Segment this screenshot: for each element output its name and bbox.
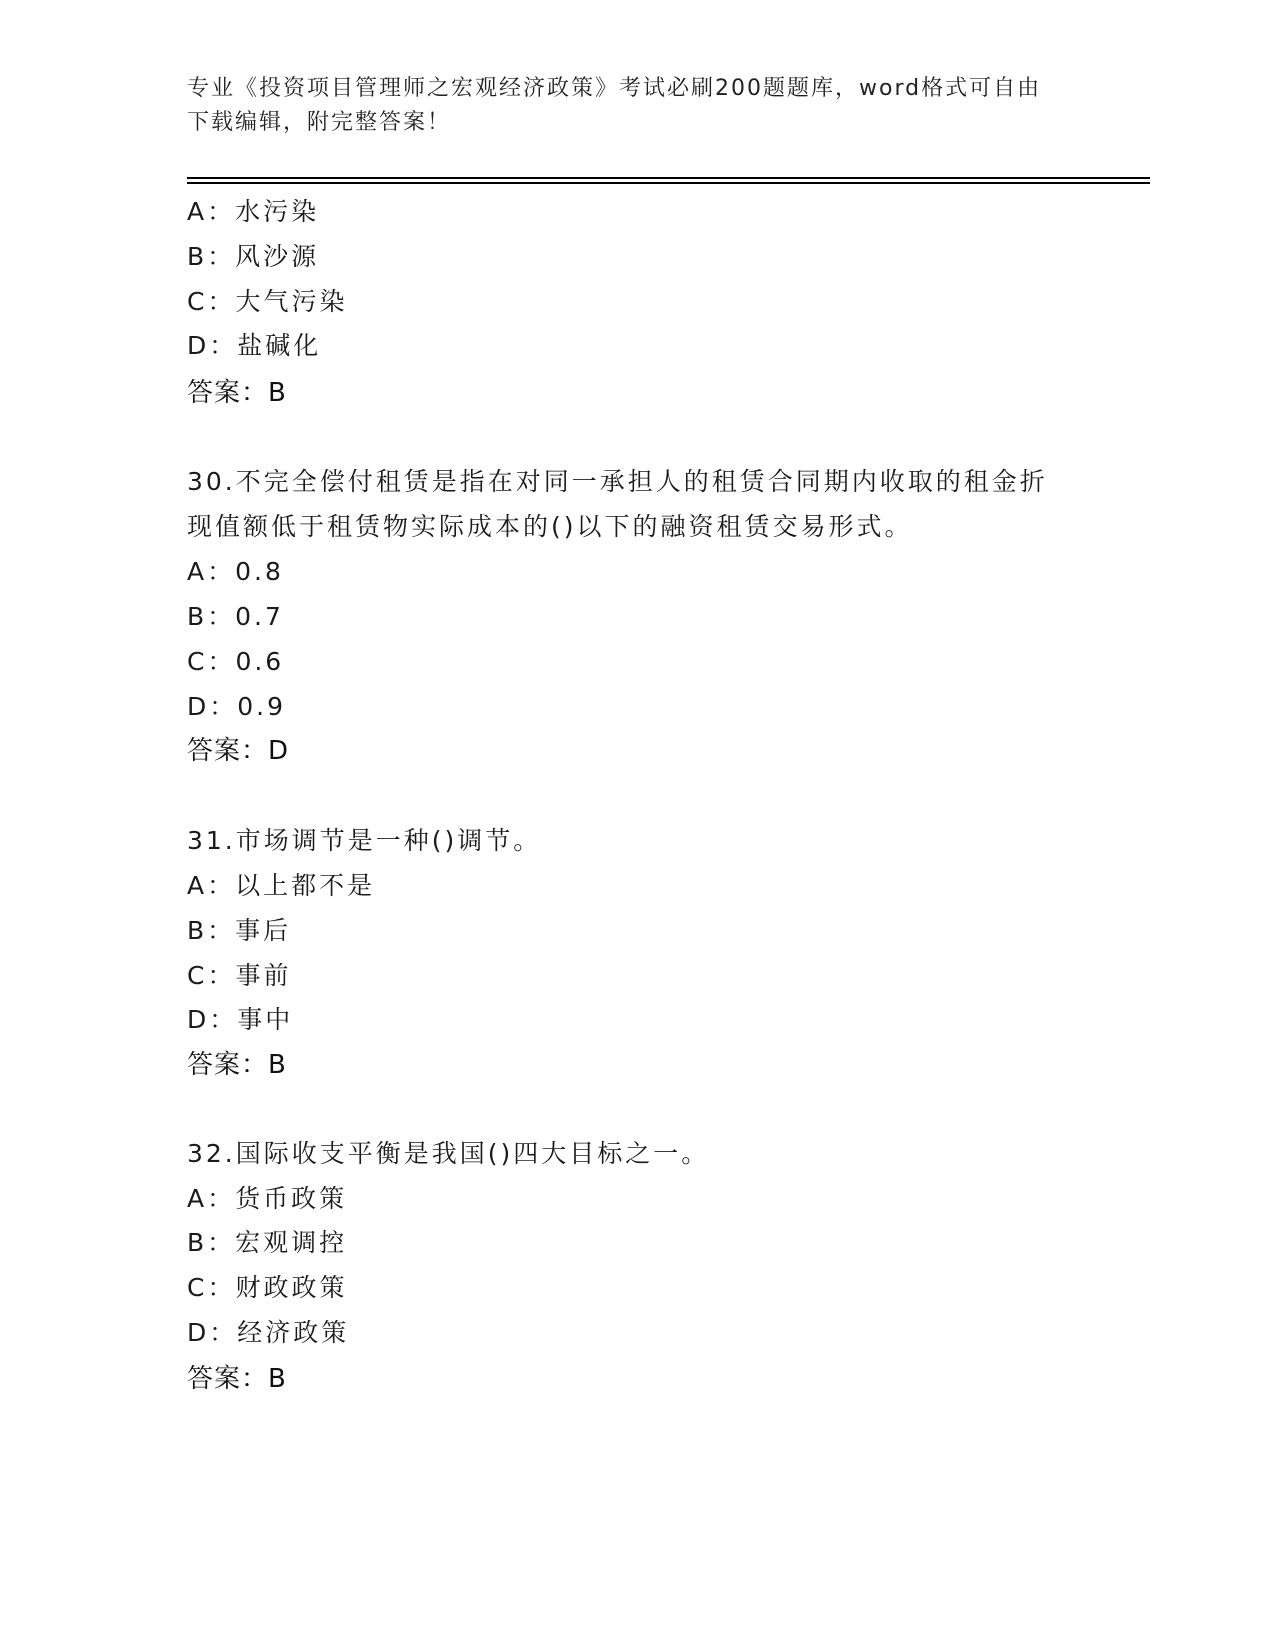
option-a: A：以上都不是 [187, 871, 376, 900]
option-d: D：经济政策 [187, 1318, 350, 1347]
header-line-2: 下载编辑，附完整答案！ [187, 110, 452, 135]
answer: 答案：B [187, 1050, 287, 1080]
question-30-stem-line-1: 30.不完全偿付租赁是指在对同一承担人的租赁合同期内收取的租金折 [187, 467, 1048, 496]
option-d: D：0.9 [187, 692, 287, 721]
option-b: B：宏观调控 [187, 1228, 348, 1257]
question-31-stem: 31.市场调节是一种()调节。 [187, 826, 542, 855]
option-b: B：风沙源 [187, 242, 320, 271]
option-b: B：0.7 [187, 602, 284, 631]
header-rule-top [187, 177, 1150, 179]
option-d: D：事中 [187, 1005, 294, 1034]
option-c: C：大气污染 [187, 287, 348, 316]
option-c: C：财政政策 [187, 1273, 348, 1302]
option-a: A：0.8 [187, 557, 284, 586]
option-c: C：0.6 [187, 647, 285, 676]
answer: 答案：D [187, 736, 290, 766]
header-line-1: 专业《投资项目管理师之宏观经济政策》考试必刷200题题库，word格式可自由 [187, 76, 1042, 101]
question-30-stem-line-2: 现值额低于租赁物实际成本的()以下的融资租赁交易形式。 [187, 512, 913, 541]
option-d: D：盐碱化 [187, 331, 322, 360]
option-b: B：事后 [187, 916, 292, 945]
option-a: A：水污染 [187, 197, 320, 226]
header-rule-bottom [187, 182, 1150, 184]
question-32-stem: 32.国际收支平衡是我国()四大目标之一。 [187, 1139, 710, 1168]
answer: 答案：B [187, 1364, 287, 1394]
document-header [187, 72, 1067, 140]
answer: 答案：B [187, 378, 287, 408]
option-a: A：货币政策 [187, 1184, 348, 1213]
option-c: C：事前 [187, 961, 292, 990]
